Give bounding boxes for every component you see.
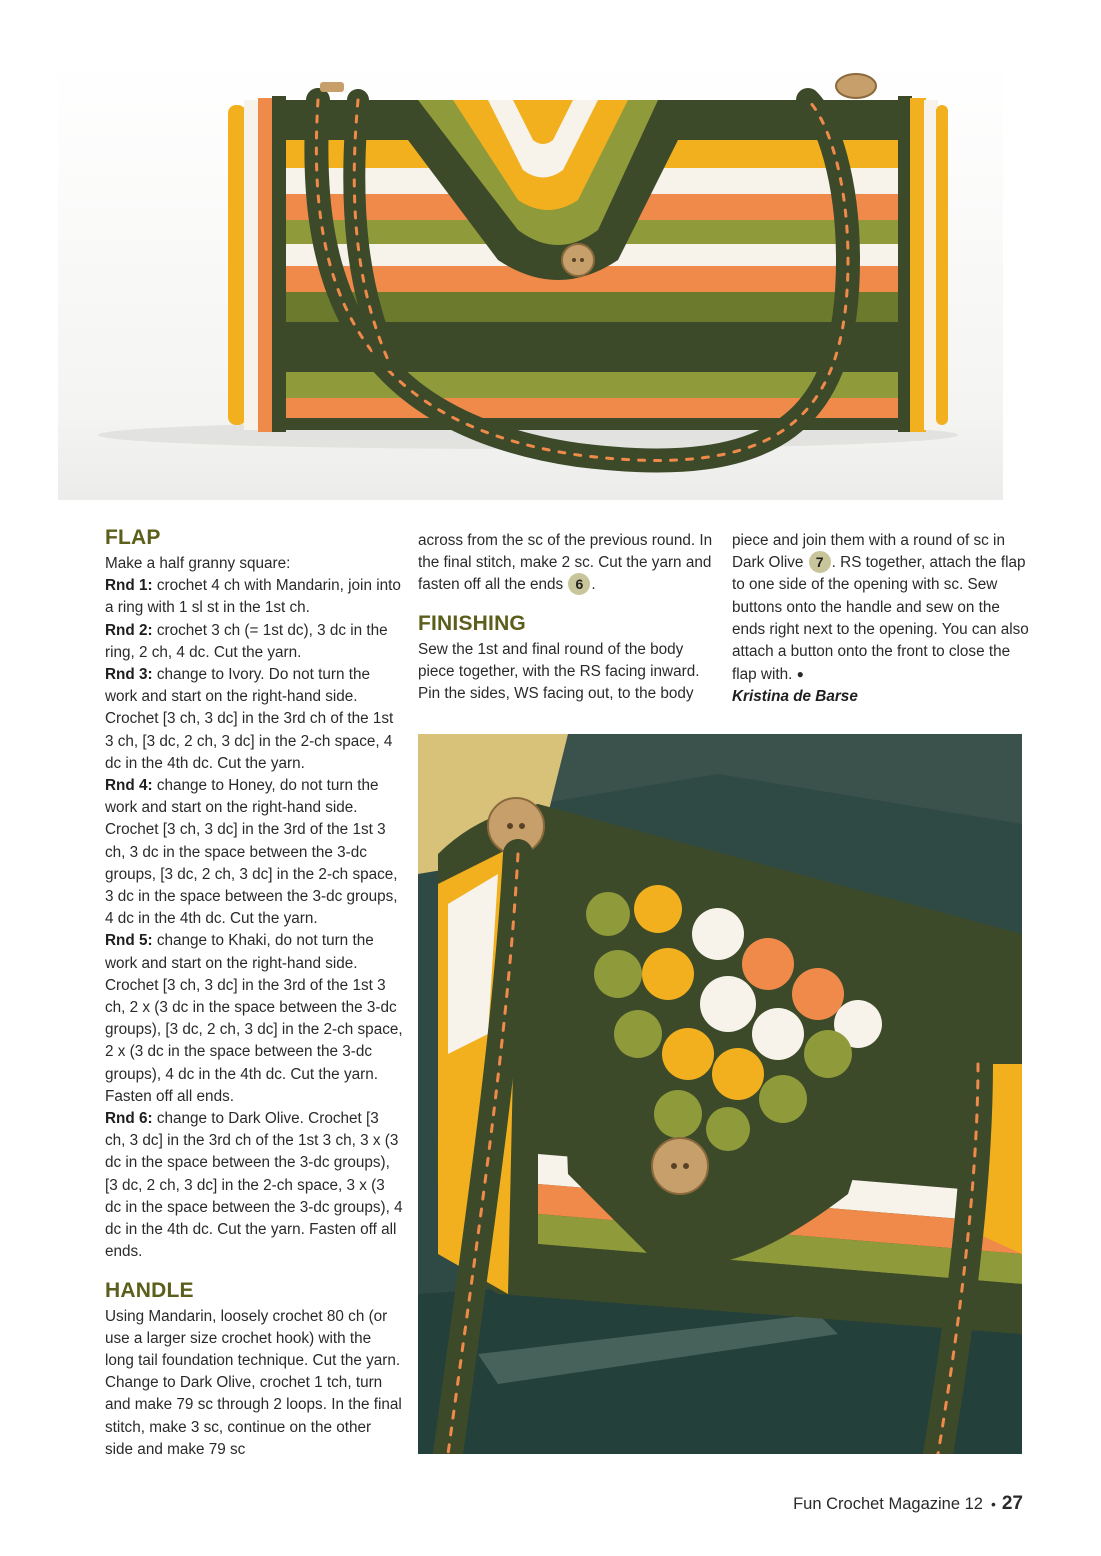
flap-round-2: Rnd 2: crochet 3 ch (= 1st dc), 3 dc in the ring, 2 ch, 4 dc. Cut the yarn.	[105, 621, 388, 661]
flap-round-1: Rnd 1: crochet 4 ch with Mandarin, join into a ring with 1 sl st in the 1st ch.	[105, 577, 401, 617]
handle-text: Using Mandarin, loosely crochet 80 ch (or use a larger size crochet hook) with the long tail foundation technique. Cut the yarn. Change to Dark Olive, crochet 1 tch, turn and make 79 sc through 2 loops. In the final stitch, make 3 sc, continue on the other side and make 79 sc	[105, 1307, 402, 1458]
bag-left-end	[228, 96, 286, 432]
closeup-button-flap-icon	[652, 1138, 708, 1194]
author-name: Kristina de Barse	[732, 688, 858, 706]
flap-round-6: Rnd 6: change to Dark Olive. Crochet [3 ch, 3 dc] in the 3rd ch of the 1st 3 ch, 3 x (3 dc in the space between the 3-dc groups), [3 dc, 2 ch, 3 dc] in the 2-ch space, 3 x (3 dc in the space between the 3-dc groups), 4 dc in the 4th dc. Cut the yarn. Fasten off all ends.	[105, 1110, 403, 1261]
page-footer	[793, 1493, 1023, 1515]
flap-intro: Make a half granny square:	[105, 555, 291, 572]
bag-photo-top	[58, 60, 1003, 500]
footer-separator: •	[990, 1496, 996, 1512]
step-badge-6: 6	[568, 573, 590, 595]
bag-right-end	[898, 96, 948, 432]
handle-heading: HANDLE	[105, 1278, 194, 1302]
flap-round-5: Rnd 5: change to Khaki, do not turn the work and start on the right-hand side. Crochet [3 ch, 3 dc] in the 3rd of the 1st 3 ch, 2 x (3 dc in the space between the 3-dc groups), [3 dc, 2 ch, 3 dc] in the 2-ch space, 2 x (3 dc in the space between the 3-dc groups), 4 dc in the 4th dc. Cut the yarn. Fasten off all ends.	[105, 932, 403, 1105]
end-mark: ●	[796, 667, 804, 682]
page-number: 27	[1001, 1493, 1023, 1514]
handle-button-icon	[836, 74, 876, 98]
magazine-name: Fun Crochet Magazine 12	[793, 1495, 983, 1513]
flap-heading: FLAP	[105, 526, 161, 549]
flap-round-3: Rnd 3: change to Ivory. Do not turn the work and start on the right-hand side. Crochet [3 ch, 3 dc] in the 3rd ch of the 1st 3 ch, [3 dc, 2 ch, 3 dc] in the 2-ch space, 4 dc in the 4th dc. Cut the yarn.	[105, 666, 394, 772]
handle-text-continued: across from the sc of the previous round. In the final stitch, make 2 sc. Cut the yarn and fasten off all the ends 6 .	[418, 532, 713, 594]
handle-button-left-icon	[320, 82, 344, 92]
finishing-heading: FINISHING	[418, 611, 526, 635]
flap-button-icon	[562, 244, 594, 276]
step-badge-7: 7	[809, 551, 831, 573]
text-column-1	[105, 525, 403, 1461]
bag-photo-closeup	[418, 734, 1022, 1454]
finishing-text: Sew the 1st and final round of the body piece together, with the RS facing inward. Pin the sides, WS facing out, to the body	[418, 640, 700, 703]
finishing-text-continued: piece and join them with a round of sc in Dark Olive 7 . RS together, attach the flap to one side of the opening with sc. Sew buttons onto the handle and sew on the ends right next to the opening. You can also attach a button onto the front to close the flap with. ●	[732, 532, 1029, 684]
flap-round-4: Rnd 4: change to Honey, do not turn the work and start on the right-hand side. Crochet [3 ch, 3 dc] in the 3rd of the 1st 3 ch, 3 dc in the space between the 3-dc groups, [3 dc, 2 ch, 3 dc] in the 2-ch space, 3 dc in the space between the 3-dc groups, 4 dc in the 4th dc. Cut the yarn.	[105, 777, 398, 928]
text-column-3	[732, 530, 1030, 709]
text-column-2	[418, 530, 716, 705]
